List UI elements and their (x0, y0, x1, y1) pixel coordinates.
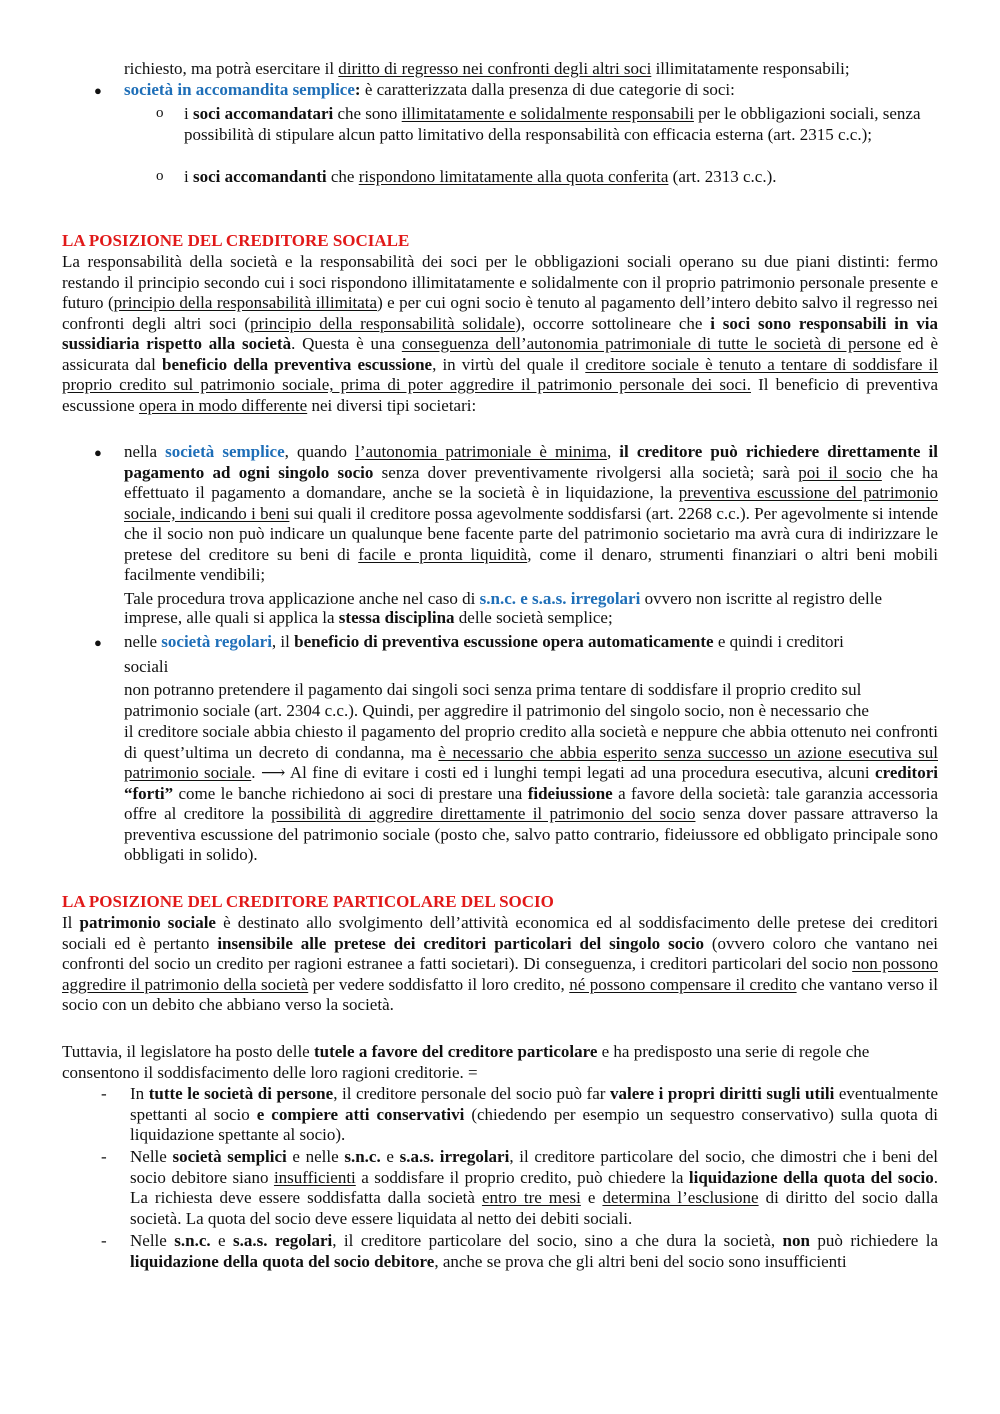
continuation-line: richiesto, ma potrà esercitare il diritto di regresso nei confronti degli altri soci illimitatamente responsabili; (124, 59, 850, 78)
bullet-regolari-sociali: sociali (124, 657, 169, 676)
tutele-paragraph: Tuttavia, il legislatore ha posto delle tutele a favore del creditore particolare e ha predisposto una serie di regole che consentono il soddisfacimento delle loro ragioni creditorie. = (62, 1042, 870, 1082)
dash-item-tutte-societa: In tutte le società di persone, il creditore personale del socio può far valere i propri diritti sugli utili eventualmente spettanti al socio e compiere atti conservativi (chiedendo per esempio un sequestro conservativo) sulla quota di liquidazione spettante al socio). (130, 1084, 938, 1144)
section-heading-creditore-sociale: LA POSIZIONE DEL CREDITORE SOCIALE (62, 231, 410, 250)
bullet-regolari-continued: non potranno pretendere il pagamento dai singoli soci senza prima tentare di soddisfare il proprio credito sul patrimonio sociale (art. 2304 c.c.). Quindi, per aggredire il patrimonio del singolo socio, non è necessario che (124, 680, 869, 720)
irregolari-note: Tale procedura trova applicazione anche nel caso di s.n.c. e s.a.s. irregolari ovvero non iscritte al registro delle imprese, alle quali si applica la stessa disciplina delle società semplice; (124, 589, 883, 627)
bullet-regolari-detail: il creditore sociale abbia chiesto il pagamento del proprio credito alla società e neppure che abbia ottenuto nei confronti di quest’ultima un decreto di condanna, ma è necessario che abbia esperito senza successo un azione esecutiva sul patrimonio sociale. ⟶ Al fine di evitare i costi ed i lunghi tempi legati ad una procedura esecutiva, alcuni creditori “forti” come le banche richiedono ai soci di prestare una fideiussione a favore della società: tale garanzia accessoria offre al creditore la possibilità di aggredire direttamente il patrimonio del socio senza dover passare attraverso la preventiva escussione del patrimonio sociale (posto che, salvo patto contrario, fideiussore ed obbligato principale sono obbligati in solido). (124, 722, 938, 864)
bullet-societa-regolari: nelle società regolari, il beneficio di preventiva escussione opera automaticamente e quindi i creditori (124, 632, 844, 651)
sub-bullet-accomandanti: i soci accomandanti che rispondono limitatamente alla quota conferita (art. 2313 c.c.). (184, 167, 777, 186)
sub-bullet-accomandatari: i soci accomandatari che sono illimitatamente e solidalmente responsabili per le obbligazioni sociali, senza possibilità di stipulare alcun patto limitativo della responsabilità con efficacia esterna (art. 2315 c.c.); (184, 104, 921, 144)
creditore-sociale-paragraph: La responsabilità della società e la responsabilità dei soci per le obbligazioni sociali operano su due piani distinti: fermo restando il principio secondo cui i soci rispondono illimitatamente e solidalmente con il proprio patrimonio personale presente e futuro (principio della responsabilità illimitata) e per cui ogni socio è tenuto al pagamento dell’intero debito salvo il regresso nei confronti degli altri soci (principio della responsabilità solidale), occorre sottolineare che i soci sono responsabili in via sussidiaria rispetto alla società. Questa è una conseguenza dell’autonomia patrimoniale di tutte le società di persone ed è assicurata dal beneficio della preventiva escussione, in virtù del quale il creditore sociale è tenuto a tentare di soddisfare il proprio credito sul patrimonio sociale, prima di poter aggredire il patrimonio personale dei soci. Il beneficio di preventiva escussione opera in modo differente nei diversi tipi societari: (62, 252, 938, 415)
dash-marker: - (101, 1084, 107, 1103)
bullet-icon: ● (94, 445, 102, 460)
section-heading-creditore-particolare: LA POSIZIONE DEL CREDITORE PARTICOLARE DEL SOCIO (62, 892, 554, 911)
dash-marker: - (101, 1231, 107, 1250)
dash-item-regolari: Nelle s.n.c. e s.a.s. regolari, il creditore particolare del socio, sino a che dura la società, non può richiedere la liquidazione della quota del socio debitore, anche se prova che gli altri beni del socio sono insufficienti (130, 1231, 938, 1271)
dash-marker: - (101, 1147, 107, 1166)
bullet-icon: ● (94, 635, 102, 650)
bullet-societa-semplice: nella società semplice, quando l’autonomia patrimoniale è minima, il creditore può richiedere direttamente il pagamento ad ogni singolo socio senza dover preventivamente rivolgersi alla società; sarà poi il socio che ha effettuato il pagamento a domandare, anche se la società è in liquidazione, la preventiva escussione del patrimonio sociale, indicando i beni sui quali il creditore possa agevolmente soddisfarsi (art. 2268 c.c.). Per agevolmente si intende che il socio non può indicare un qualunque bene facente parte del patrimonio societario ma avrà cura di indirizzare le pretese del creditore su beni di facile e pronta liquidità, come il denaro, strumenti finanziari o altri beni mobili facilmente vendibili; (124, 442, 939, 584)
creditore-particolare-paragraph: Il patrimonio sociale è destinato allo svolgimento dell’attività economica ed al soddisfacimento delle pretese dei creditori sociali ed è pertanto insensibile alle pretese dei creditori particolari del singolo socio (ovvero coloro che vantano nei confronti del socio un credito per ragioni estranee a fatti societari). Di conseguenza, i creditori particolari del socio non possono aggredire il patrimonio della società per vedere soddisfatto il loro credito, né possono compensare il credito che vantano verso il socio con un debito che abbiano verso la società. (62, 913, 939, 1014)
dash-item-societa-semplici: Nelle società semplici e nelle s.n.c. e s.a.s. irregolari, il creditore particolare del socio, che dimostri che i beni del socio debitore siano insufficienti a soddisfare il proprio credito, può chiedere la liquidazione della quota del socio. La richiesta deve essere soddisfatta dalla società entro tre mesi e determina l’esclusione di diritto del socio dalla società. La quota del socio deve essere liquidata al netto dei debiti sociali. (130, 1147, 939, 1228)
circle-bullet-icon: o (156, 105, 164, 121)
bullet-icon: ● (94, 83, 102, 98)
circle-bullet-icon: o (156, 168, 164, 184)
sas-bullet: società in accomandita semplice: è caratterizzata dalla presenza di due categorie di soci: (124, 80, 735, 99)
